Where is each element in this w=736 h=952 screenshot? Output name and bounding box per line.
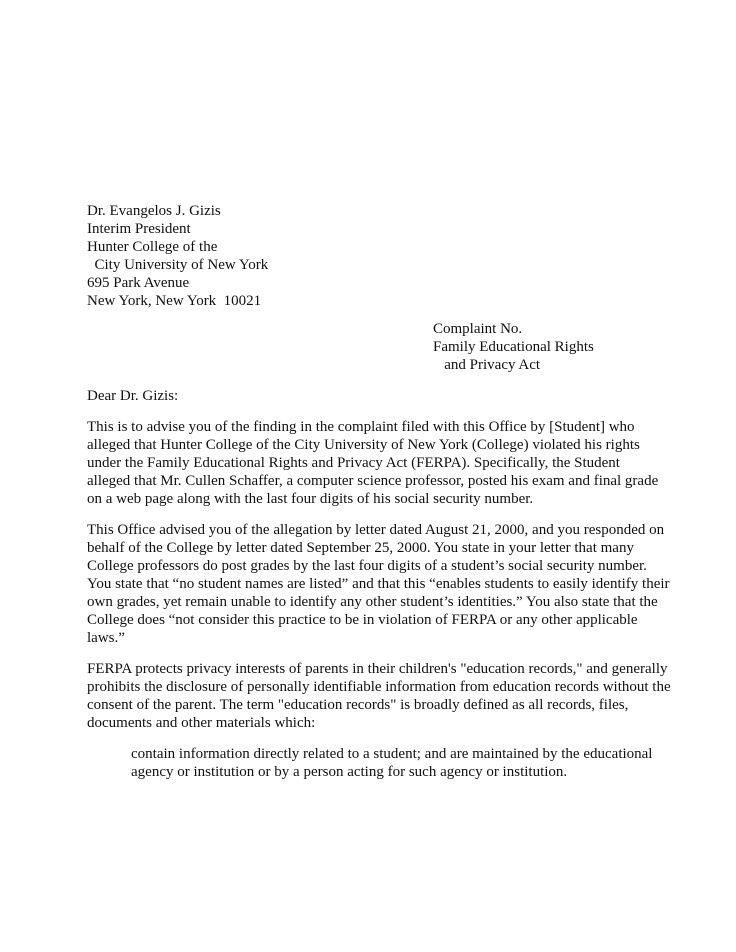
complaint-line: Family Educational Rights [433,339,594,355]
address-line: New York, New York 10021 [87,293,262,309]
complaint-line: and Privacy Act [433,357,541,373]
salutation: Dear Dr. Gizis: [87,388,179,404]
paragraph-line: documents and other materials which: [87,715,316,731]
paragraph-line: College professors do post grades by the last four digits of a student’s social security number. [87,558,647,574]
paragraph-line: laws.” [87,630,125,646]
paragraph-line: This Office advised you of the allegation by letter dated August 21, 2000, and you responded on [87,522,665,538]
paragraph-line: prohibits the disclosure of personally identifiable information from education records without the [87,679,671,695]
paragraph-line: This is to advise you of the finding in the complaint filed with this Office by [Student] who [87,419,635,435]
paragraph-line: on a web page along with the last four digits of his social security number. [87,491,534,507]
complaint-line: Complaint No. [433,321,523,337]
address-line: City University of New York [87,257,269,273]
paragraph-line: alleged that Mr. Cullen Schaffer, a computer science professor, posted his exam and final grade [87,473,659,489]
paragraph-line: FERPA protects privacy interests of parents in their children's "education records," and generally [87,661,668,677]
address-line: Interim President [87,221,191,237]
address-line: Dr. Evangelos J. Gizis [87,203,221,219]
quote-line: agency or institution or by a person acting for such agency or institution. [131,764,568,780]
paragraph-line: You state that “no student names are listed” and that this “enables students to easily identify their [87,576,670,592]
paragraph-line: behalf of the College by letter dated September 25, 2000. You state in your letter that many [87,540,634,556]
paragraph-line: alleged that Hunter College of the City University of New York (College) violated his rights [87,437,640,453]
paragraph-line: own grades, yet remain unable to identify any other student’s identities.” You also state that the [87,594,658,610]
address-line: Hunter College of the [87,239,218,255]
address-line: 695 Park Avenue [87,275,190,291]
paragraph-line: College does “not consider this practice to be in violation of FERPA or any other applicable [87,612,638,628]
paragraph-line: consent of the parent. The term "education records" is broadly defined as all records, files, [87,697,629,713]
paragraph-line: under the Family Educational Rights and Privacy Act (FERPA). Specifically, the Student [87,455,620,471]
quote-line: contain information directly related to a student; and are maintained by the educational [131,746,653,762]
